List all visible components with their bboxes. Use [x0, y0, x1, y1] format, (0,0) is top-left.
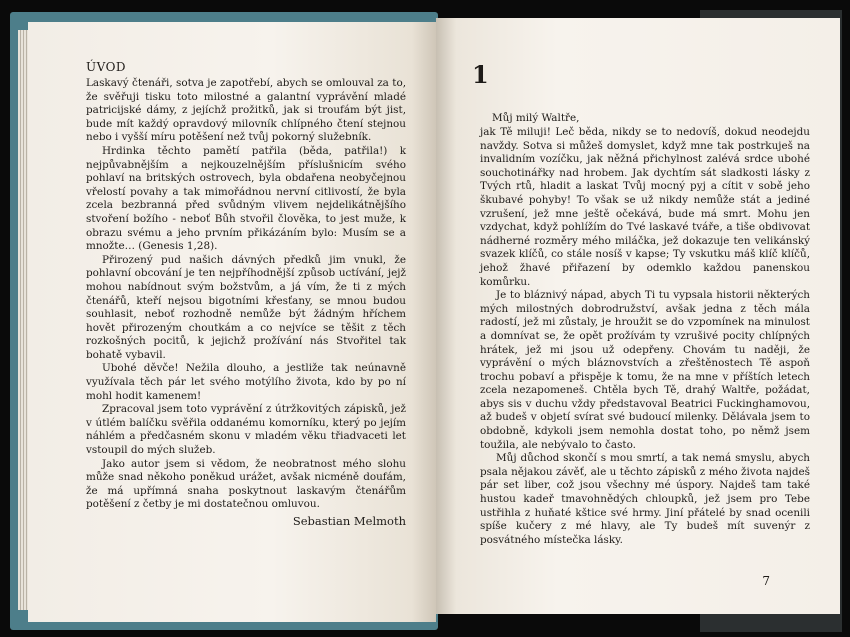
paragraph: Hrdinka těchto pamětí patřila (běda, patřila!) k nejpůvabnějším a nejkouzelnějším příslušnicím svého pohlaví na britských ostrovech, byla obdařena neobyčejnou vřelostí povahy a tak mimořádnou nervní citlivostí, že byla zcela bezbranná před svůdným vlivem nejdelikátnějšího stvoření božího - neboť Bůh stvořil člověka, to jest muže, k obrazu svému a jeho prvním přikázáním bylo: Musím se a množte… (Genesis 1,28).	[86, 144, 406, 253]
chapter-number: 1	[472, 60, 489, 89]
paragraph: Přirozený pud našich dávných předků jim vnukl, že pohlavní obcování je ten nejpříhodnější způsob uctívání, jejž mohou nabídnout svým božstvům, a já vím, že ti z mých čtenářů, kteří nejsou bigotními křesťany, se mnou budou souhlasit, neboť rozhodně nemůže být žádným hříchem hovět přirozeným choutkám a co nejvíce se těšit z těch rozkošných pocitů, k jejichž prožívání nás Stvořitel tak bohatě vybavil.	[86, 253, 406, 361]
paragraph: Laskavý čtenáři, sotva je zapotřebí, abych se omlouval za to, že svěřuji tisku toto milostné a galantní vyprávění mladé patricijské dámy, z jejíchž prožitků, jak si troufám být jist, bude mít každý opravdový milovník chlípného čtení stejnou nebo i vyšší míru potěšení než tvůj pokorný služebník.	[86, 77, 406, 144]
right-page	[436, 18, 840, 614]
author-signature: Sebastian Melmoth	[292, 514, 406, 528]
paragraph: jak Tě miluji! Leč běda, nikdy se to nedovíš, dokud neodejdu navždy. Sotva si můžeš domyslet, když mne tak postrkuješ na invalidním vozíčku, jak něžná přichylnost zalévá srdce ubohé souchotinářky nad hrobem. Jak dychtím sát sladkosti lásky z Tvých rtů, hladit a laskat Tvůj mocný pyj a cítit v sobě jeho škubavé pohyby! To však se už nikdy nemůže stát a jediné vzrušení, jež mne ještě očekává, bude má smrt. Mohu jen vzdychat, když pohlížím do Tvé laskavé tváře, a tiše obdivovat nádherné rozměry mého miláčka, jež dokazuje ten velikánský svazek klíčů, co stále nosíš v kapse; Ty vskutku máš klíč klíčů, jehož žhavé přiřazení by odemklo každou panenskou komůrku.	[480, 126, 810, 288]
page-number: 7	[762, 574, 770, 588]
left-page	[28, 22, 436, 622]
paragraph: Jako autor jsem si vědom, že neobratnost mého slohu může snad někoho poněkud urážet, avšak nicméně doufám, že má upřímná snaha poskytnout laskavým čtenářům potěšení z četby je mi dostatečnou omluvou.	[86, 457, 406, 511]
paragraph: Zpracoval jsem toto vyprávění z útržkovitých zápisků, jež v útlém balíčku svěřila oddanému komorníku, který po jejím náhlém a předčasném skonu v mladém věku třiadvaceti let vstoupil do mých služeb.	[86, 403, 406, 457]
salutation: Můj milý Waltře,	[492, 112, 580, 124]
paragraph: Je to bláznivý nápad, abych Ti tu vypsala historii některých mých milostných dobrodružství, avšak jedna z těch mála radostí, jež mi zůstaly, je hroužit se do vzpomínek na minulost a domnívat se, že opět prožívám ty vzrušivé pocity chlípných hrátek, jež mi jsou už odepřeny. Chovám tu naději, že vyprávění o mých bláznovstvích a zřeštěnostech Tě aspoň trochu pobaví a přispěje k tomu, že na mne v příštích letech zcela nezapomeneš. Chtěla bych Tě, drahý Waltře, požádat, abys sis v duchu vždy představoval Beatrici Fuckinghamovou, až budeš v objetí svírat své budoucí milenky. Dělávala jsem to obdobně, kdykoli jsem nemohla dostat toho, po němž jsem toužila, ale nebývalo to často.	[480, 289, 810, 451]
paragraph: Můj důchod skončí s mou smrtí, a tak nemá smyslu, abych psala nějakou závěť, ale u těchto zápisků z mého života najdeš pár set liber, což jsou všechny mé úspory. Najdeš tam také hustou kadeř tmavohnědých chloupků, jež jsem pro Tebe ustřihla z huňaté kštice své hrmy. Jiní přátelé by snad ocenili spíše kučery z mé hlavy, ale Ty budeš mít suvenýr z posvátného místečka lásky.	[480, 452, 810, 546]
section-heading: ÚVOD	[86, 60, 127, 74]
paragraph: Ubohé děvče! Nežila dlouho, a jestliže tak neúnavně využívala těch pár let svého motýlího života, kdo by po ní mohl hodit kamenem!	[86, 362, 406, 402]
